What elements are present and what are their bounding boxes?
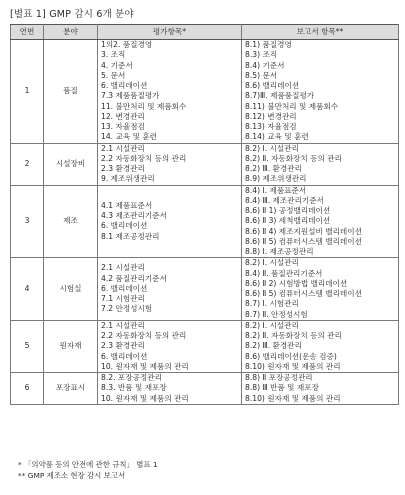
table-row: [11, 143, 399, 185]
report-item: 8.2) Ⅲ. 환경관리: [245, 164, 302, 173]
report-item: 8.4) Ⅲ. 제조관리기준서: [245, 195, 324, 205]
eval-item: 2.1 시설관리: [101, 320, 145, 330]
report-item: 8.5) 문서: [245, 70, 278, 80]
eval-item: 4.2 품질관리기준서: [101, 273, 167, 283]
eval-item: 13. 자율점검: [101, 122, 145, 131]
report-item: 8.10) 원자재 및 제품의 관리: [245, 361, 341, 371]
eval-item: 2.1 시설관리: [101, 263, 145, 273]
report-item: 8.2) Ⅲ. 환경관리: [245, 341, 302, 351]
eval-item: 10. 원자재 및 제품의 관리: [101, 393, 189, 403]
eval-item: 7.1 시험관리: [101, 294, 145, 304]
eval-item: 4.1 제품표준서: [101, 200, 153, 210]
eval-item: 2.1 시설관리: [101, 143, 145, 153]
report-item: 8.11) 불만처리 및 제품회수: [245, 101, 339, 111]
eval-items: [98, 185, 242, 258]
eval-item: 8.1 제조공정관리: [101, 231, 160, 241]
table-row: [11, 40, 399, 144]
row-number: 6: [11, 373, 44, 405]
header-no: 연번: [11, 25, 44, 40]
report-item: 8.7)Ⅲ. 제품품질평가: [245, 91, 315, 101]
eval-item: 8.3. 반품 및 재포장: [101, 383, 167, 393]
row-area: 원자재: [44, 320, 98, 372]
eval-item: 1의2. 품질경영: [101, 40, 153, 49]
eval-items: [98, 258, 242, 321]
report-item: 8.6) Ⅱ 3) 세척밸리데이션: [245, 216, 331, 226]
report-item: 8.6) Ⅱ 5) 컴퓨터시스템 밸리데이션: [245, 289, 362, 298]
header-report: 보고서 항목**: [242, 25, 399, 40]
eval-item: 3. 조직: [101, 50, 126, 60]
row-number: 4: [11, 258, 44, 321]
eval-item: 6. 밸리데이션: [101, 81, 148, 90]
report-item: 8.10) 원자재 및 제품의 관리: [245, 393, 341, 403]
report-items: [242, 40, 399, 144]
row-number: 5: [11, 320, 44, 372]
report-items: [242, 373, 399, 405]
eval-item: 2.3 환경관리: [101, 164, 145, 173]
report-items: [242, 185, 399, 258]
header-eval: 평가항목*: [98, 25, 242, 40]
eval-item: 6. 밸리데이션: [101, 283, 148, 293]
eval-items: [98, 143, 242, 185]
eval-item: 14. 교육 및 훈련: [101, 132, 157, 142]
table-row: [11, 320, 399, 372]
report-item: 8.7) Ⅰ. 시험관리: [245, 299, 299, 309]
report-item: 8.4) 기준서: [245, 60, 285, 70]
header-area: 분야: [44, 25, 98, 40]
eval-item: 11. 불만처리 및 제품회수: [101, 101, 187, 111]
report-items: [242, 143, 399, 185]
eval-item: 2.2 자동화장치 등의 관리: [101, 331, 187, 340]
report-item: 8.2) Ⅱ. 자동화장치 등의 관리: [245, 153, 342, 163]
report-item: 8.1) 품질경영: [245, 40, 292, 49]
report-item: 8.9) 제조위생관리: [245, 174, 307, 184]
report-item: 8.2) Ⅰ. 시설관리: [245, 143, 299, 153]
footnote-1: * 「의약품 등의 안전에 관한 규칙」 별표 1: [18, 460, 158, 469]
report-item: 8.6) Ⅱ 5) 컴퓨터시스템 밸리데이션: [245, 236, 362, 246]
eval-item: 12. 변경관리: [101, 111, 145, 121]
footnotes: [18, 459, 158, 481]
row-number: 2: [11, 143, 44, 185]
table-row: [11, 373, 399, 405]
eval-item: 7.2 안정성시험: [101, 304, 153, 314]
eval-item: 10. 원자재 및 제품의 관리: [101, 361, 189, 371]
table-caption: [별표 1] GMP 감시 6개 분야: [10, 9, 134, 20]
report-item: 8.6) 밸리데이션: [245, 81, 300, 90]
eval-items: [98, 40, 242, 144]
report-item: 8.6) 밸리데이션(운송 검증): [245, 351, 337, 361]
row-area: 포장표시: [44, 373, 98, 405]
report-item: 8.4) Ⅰ. 제품표준서: [245, 185, 307, 195]
report-item: 8.8) Ⅲ 반품 및 재포장: [245, 383, 319, 393]
table-row: [11, 185, 399, 258]
report-item: 8.8) Ⅱ 포장공정관리: [245, 373, 313, 382]
eval-items: [98, 320, 242, 372]
row-area: 시설장비: [44, 143, 98, 185]
report-item: 8.3) 조직: [245, 50, 278, 60]
table-row: [11, 258, 399, 321]
row-area: 시험실: [44, 258, 98, 321]
row-area: 제조: [44, 185, 98, 258]
eval-item: 7.3 제품품질평가: [101, 91, 160, 101]
footnote-2: ** GMP 제조소 현장 감시 보고서: [18, 471, 126, 480]
report-item: 8.13) 자율점검: [245, 122, 297, 131]
report-item: 8.6) Ⅱ 2) 시험방법 밸리데이션: [245, 278, 348, 288]
eval-item: 6. 밸리데이션: [101, 351, 148, 361]
eval-item: 8.2. 포장공정관리: [101, 373, 162, 382]
report-items: [242, 258, 399, 321]
report-item: 8.14) 교육 및 훈련: [245, 132, 309, 142]
header-row: [11, 25, 399, 40]
report-item: 8.6) Ⅱ 4) 제조지원설비 밸리데이션: [245, 226, 362, 236]
eval-items: [98, 373, 242, 405]
report-item: 8.7) Ⅱ. 안정성시험: [245, 309, 308, 319]
eval-item: 6. 밸리데이션: [101, 221, 148, 231]
report-item: 8.2) Ⅰ. 시설관리: [245, 320, 299, 330]
report-item: 8.8) Ⅰ. 제조공정관리: [245, 247, 314, 256]
report-item: 8.2) Ⅰ. 시설관리: [245, 258, 299, 268]
row-area: 품질: [44, 40, 98, 144]
eval-item: 5. 문서: [101, 70, 126, 80]
eval-item: 4. 기준서: [101, 60, 133, 70]
report-item: 8.4) Ⅱ. 품질관리기준서: [245, 268, 323, 278]
gmp-inspection-table: [10, 24, 399, 405]
report-item: 8.2) Ⅱ. 자동화장치 등의 관리: [245, 331, 342, 340]
row-number: 1: [11, 40, 44, 144]
row-number: 3: [11, 185, 44, 258]
report-item: 8.12) 변경관리: [245, 111, 297, 121]
eval-item: 9. 제조위생관리: [101, 174, 155, 184]
report-item: 8.6) Ⅱ 1) 공정밸리데이션: [245, 206, 331, 215]
eval-item: 2.3 환경관리: [101, 341, 145, 351]
eval-item: 4.3 제조관리기준서: [101, 211, 167, 221]
report-items: [242, 320, 399, 372]
eval-item: 2.2 자동화장치 등의 관리: [101, 153, 187, 163]
